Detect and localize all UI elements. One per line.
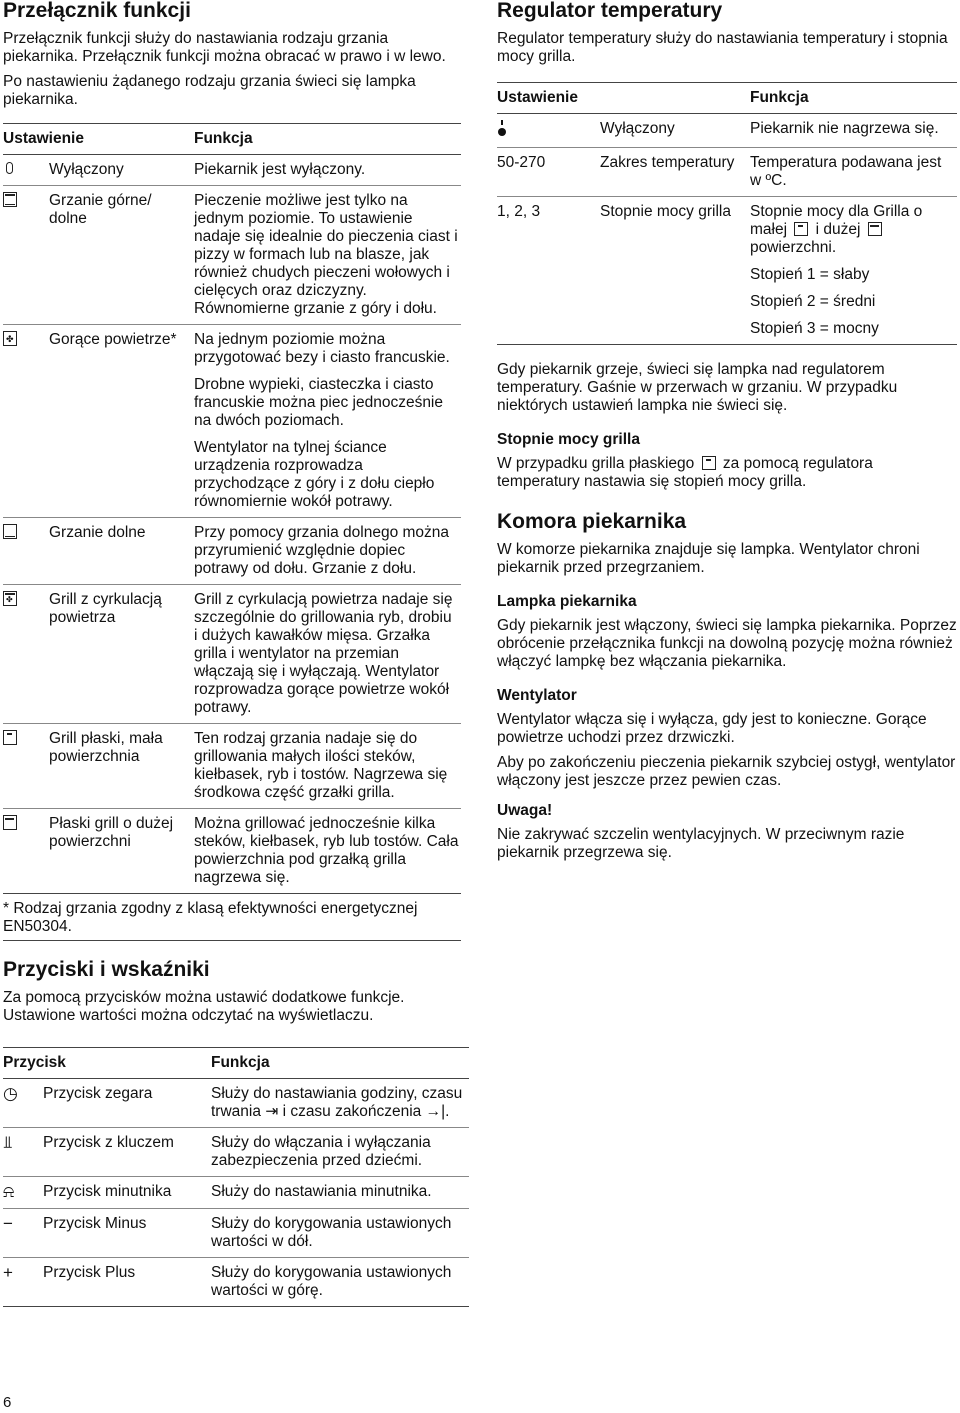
mode-setting: Gorące powietrze* — [49, 331, 177, 348]
table-header-function: Funkcja — [194, 130, 253, 147]
table-row — [3, 724, 461, 809]
mode-function-text: Pieczenie możliwe jest tylko na jednym poziomie. To ustawienie nadaje się idealnie do pieczenia ciast i pizzy w formach lub na blasze, jak również chudych pieczeni wołowych i cielęcych oraz dziczyzny. Równomierne grzanie z góry i dołu. — [194, 192, 458, 317]
button-function: Służy do włączania i wyłączania zabezpieczenia przed dziećmi. — [211, 1134, 431, 1169]
table-row — [3, 1258, 469, 1307]
mode-function-text: Ten rodzaj grzania nadaje się do grillowania małych ilości steków, kiełbasek, ryb i tostów. Nagrzewa się środkowa część grzałki grilla. — [194, 730, 448, 801]
circulated-air-grill-icon: ✤ — [3, 591, 19, 608]
table-row — [3, 585, 461, 724]
top-bottom-heat-icon — [3, 192, 19, 209]
oven-cavity-text: W komorze piekarnika znajduje się lampka. Wentylator chroni piekarnik przed przegrzaniem. — [497, 541, 920, 576]
zero-position-icon — [3, 161, 13, 178]
grill-level-1: Stopień 1 = słaby — [750, 266, 870, 283]
temp-header-setting: Ustawienie — [497, 89, 578, 106]
large-grill-icon — [3, 815, 19, 832]
temp-header-function: Funkcja — [750, 89, 809, 106]
table-row — [3, 1177, 469, 1209]
temp-row-name: Wyłączony — [600, 120, 675, 137]
mode-setting: Grill z cyrkulacją powietrza — [49, 591, 162, 626]
table-row — [3, 186, 461, 325]
hot-air-icon: ✤ — [3, 331, 19, 348]
button-name: Przycisk zegara — [43, 1085, 153, 1102]
table-row — [497, 197, 957, 345]
buttons-header-function: Funkcja — [211, 1054, 270, 1071]
buttons-table — [3, 1047, 469, 1307]
grill-level-2: Stopień 2 = średni — [750, 293, 876, 310]
temp-row-setting: 50-270 — [497, 154, 546, 171]
temperature-lamp-note: Gdy piekarnik grzeje, świeci się lampka nad regulatorem temperatury. Gaśnie w przerwach w grzaniu. W przypadku niektórych ustawień lampka nie świeci się. — [497, 361, 898, 414]
clock-icon: ◷ — [3, 1084, 18, 1103]
small-grill-icon — [794, 222, 808, 236]
right-column — [497, 0, 957, 869]
table-row — [3, 155, 461, 186]
table-row — [3, 1128, 469, 1177]
table-row — [3, 325, 461, 518]
button-name: Przycisk minutnika — [43, 1183, 172, 1200]
warning-title: Uwaga! — [497, 802, 553, 819]
mode-function-text: Na jednym poziomie można przygotować bezy i ciasto francuskie. — [194, 331, 450, 366]
table-row — [497, 114, 957, 148]
fan-text-1: Wentylator włącza się i wyłącza, gdy jest to konieczne. Gorące powietrze uchodzi przez drzwiczki. — [497, 711, 927, 746]
bell-icon: ⍾ — [3, 1182, 15, 1201]
mode-function-text: Wentylator na tylnej ściance urządzenia rozprowadza przychodzące z góry i z dołu ciepło równomiernie wokół potrawy. — [194, 439, 435, 510]
button-name: Przycisk z kluczem — [43, 1134, 174, 1151]
button-name: Przycisk Minus — [43, 1215, 147, 1232]
left-column — [3, 0, 461, 1307]
function-selector-title: Przełącznik funkcji — [3, 0, 191, 22]
temperature-regulator-title: Regulator temperatury — [497, 0, 723, 22]
mode-setting: Grill płaski, mała powierzchnia — [49, 730, 163, 765]
buttons-section-intro: Za pomocą przycisków można ustawić dodatkowe funkcje. Ustawione wartości można odczytać na wyświetlaczu. — [3, 989, 405, 1024]
fan-text-2: Aby po zakończeniu pieczenia piekarnik szybciej ostygł, wentylator włączony jest jeszcze przez pewien czas. — [497, 754, 956, 789]
table-row — [3, 1209, 469, 1258]
mode-function-text: Można grillować jednocześnie kilka steków, kiełbasek, ryb lub tostów. Cała powierzchnia pod grzałką grilla nagrzewa się. — [194, 815, 459, 886]
grill-levels-text: Stopnie mocy dla Grilla o małej i dużej powierzchni. — [750, 203, 923, 256]
grill-level-3: Stopień 3 = mocny — [750, 320, 879, 337]
grill-levels-text: W przypadku grilla płaskiego za pomocą regulatora temperatury nastawia się stopień mocy grilla. — [497, 455, 873, 490]
footnote-marker: * — [3, 900, 10, 917]
minus-icon: − — [3, 1214, 13, 1233]
mode-setting: Grzanie dolne — [49, 524, 146, 541]
mode-setting: Płaski grill o dużej powierzchni — [49, 815, 174, 850]
function-selector-lamp-note: Po nastawieniu żądanego rodzaju grzania świeci się lampka piekarnika. — [3, 73, 416, 108]
table-row — [3, 518, 461, 585]
temperature-regulator-intro: Regulator temperatury służy do nastawiania temperatury i stopnia mocy grilla. — [497, 30, 948, 65]
mode-function-text: Przy pomocy grzania dolnego można przyrumienić względnie dopiec potrawy od dołu. Grzanie z dołu. — [194, 524, 450, 577]
mode-function-text: Grill z cyrkulacją powietrza nadaje się szczególnie do grillowania ryb, drobiu i dużych kawałków mięsa. Grzałka grilla i wentylator na przemian włączają się i wyłączają. Wentylator rozprowadza gorące powietrze wokół potrawy. — [194, 591, 453, 716]
table-row — [497, 148, 957, 197]
bottom-heat-icon — [3, 524, 19, 541]
button-function: Służy do nastawiania godziny, czasu trwania ⇥ i czasu zakończenia →|. — [211, 1085, 463, 1120]
grill-levels-title: Stopnie mocy grilla — [497, 431, 640, 448]
small-grill-icon — [702, 456, 716, 470]
temp-row-name: Stopnie mocy grilla — [600, 203, 731, 220]
oven-cavity-title: Komora piekarnika — [497, 510, 687, 533]
button-function: Służy do korygowania ustawionych wartości w górę. — [211, 1264, 452, 1299]
page-number: 6 — [3, 1394, 12, 1411]
button-function: Służy do nastawiania minutnika. — [211, 1183, 432, 1200]
mode-setting: Grzanie górne/ dolne — [49, 192, 152, 227]
fan-title: Wentylator — [497, 687, 577, 704]
table-row — [3, 1079, 469, 1128]
table-header-setting: Ustawienie — [3, 130, 84, 147]
off-dot-icon — [497, 114, 600, 148]
table-row — [3, 809, 461, 894]
button-name: Przycisk Plus — [43, 1264, 136, 1281]
button-function: Służy do korygowania ustawionych wartości w dół. — [211, 1215, 452, 1250]
mode-setting: Wyłączony — [49, 161, 124, 178]
oven-lamp-title: Lampka piekarnika — [497, 593, 637, 610]
heating-modes-table — [3, 123, 461, 894]
mode-function-text: Drobne wypieki, ciasteczka i ciasto francuskie można piec jednocześnie na dwóch poziomach. — [194, 376, 443, 429]
mode-function-text: Piekarnik jest wyłączony. — [194, 161, 366, 178]
temp-row-function: Piekarnik nie nagrzewa się. — [750, 120, 939, 137]
function-selector-intro: Przełącznik funkcji służy do nastawiania rodzaju grzania piekarnika. Przełącznik funkcji można obracać w prawo i w lewo. — [3, 30, 446, 65]
warning-text: Nie zakrywać szczelin wentylacyjnych. W przeciwnym razie piekarnik przegrzewa się. — [497, 826, 905, 861]
large-grill-icon — [868, 222, 882, 236]
buttons-section-title: Przyciski i wskaźniki — [3, 958, 210, 981]
buttons-header-button: Przycisk — [3, 1054, 66, 1071]
footnote-text: Rodzaj grzania zgodny z klasą efektywności energetycznej EN50304. — [3, 900, 418, 935]
plus-icon: + — [3, 1263, 13, 1282]
temperature-table — [497, 82, 957, 345]
temp-row-setting: 1, 2, 3 — [497, 203, 541, 220]
oven-lamp-text: Gdy piekarnik jest włączony, świeci się lampka piekarnika. Poprzez obrócenie przełącznika funkcji na dowolną pozycję można również włączyć lampkę bez włączania piekarnika. — [497, 617, 957, 670]
energy-class-footnote — [3, 894, 461, 941]
temp-row-function: Temperatura podawana jest w ºC. — [750, 154, 942, 189]
key-icon: ⫫ — [3, 1133, 13, 1152]
small-grill-icon — [3, 730, 19, 747]
temp-row-name: Zakres temperatury — [600, 154, 735, 171]
